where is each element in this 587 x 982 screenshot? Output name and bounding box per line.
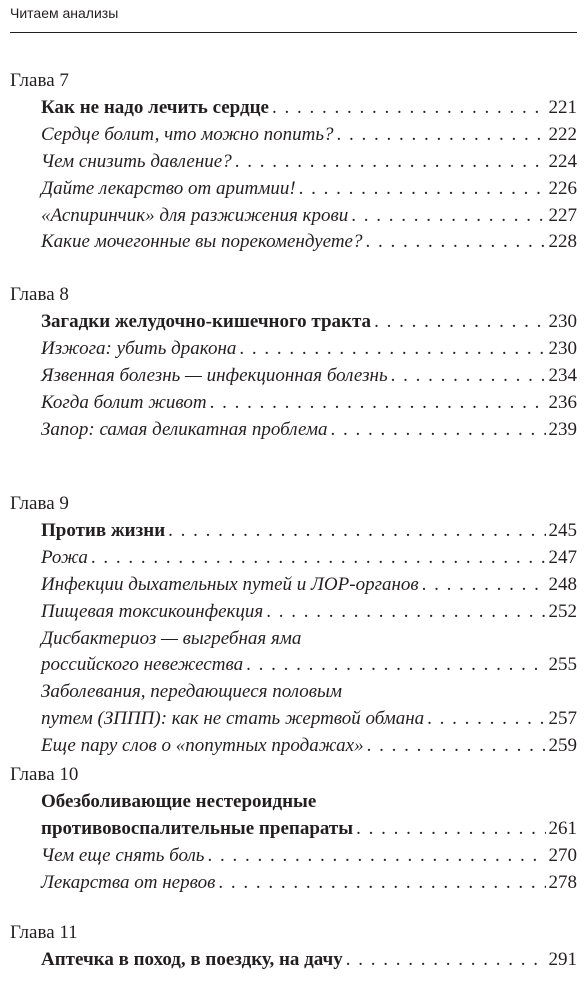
toc-entry-title: Язвенная болезнь — инфекционная болезнь <box>41 364 388 386</box>
dot-leader <box>168 518 545 544</box>
dot-leader <box>207 843 545 869</box>
toc-page-number: 230 <box>548 337 577 359</box>
dot-leader <box>239 336 545 362</box>
dot-leader <box>91 545 546 571</box>
dot-leader <box>422 572 546 598</box>
toc-page-number: 227 <box>548 204 577 226</box>
dot-leader <box>266 599 545 625</box>
toc-page-number: 239 <box>548 418 577 440</box>
toc-page-number: 248 <box>548 573 577 595</box>
dot-leader <box>336 122 545 148</box>
chapter-label: Глава 10 <box>10 764 79 785</box>
toc-entry-title: Аптечка в поход, в поездку, на дачу <box>41 948 343 970</box>
dot-leader <box>210 390 546 416</box>
dot-leader <box>356 816 545 842</box>
toc-entry[interactable] <box>41 95 577 121</box>
toc-entry[interactable] <box>41 390 577 416</box>
dot-leader <box>427 706 545 732</box>
toc-entry-title: Против жизни <box>41 519 166 541</box>
dot-leader <box>272 95 546 121</box>
toc-entry-title: российского невежества <box>41 654 244 676</box>
toc-entry-title: Чем снизить давление? <box>41 150 232 172</box>
toc-entry-title: Чем еще снять боль <box>41 844 205 866</box>
toc-entry-title: противовоспалительные препараты <box>41 817 354 839</box>
chapter-label: Глава 11 <box>10 922 78 943</box>
chapter-label: Глава 8 <box>10 284 69 305</box>
dot-leader <box>351 203 545 229</box>
dot-leader <box>218 870 545 896</box>
running-head: Читаем анализы <box>10 5 119 21</box>
toc-entry-first-line: Обезболивающие нестероидные <box>41 790 317 812</box>
toc-entry[interactable] <box>41 816 577 842</box>
toc-entry-title: Загадки желудочно-кишечного тракта <box>41 310 372 332</box>
toc-entry-title: Пищевая токсикоинфекция <box>41 600 264 622</box>
dot-leader <box>366 229 546 255</box>
toc-entry[interactable] <box>41 149 577 175</box>
dot-leader <box>331 417 546 443</box>
toc-page-number: 224 <box>548 150 577 172</box>
toc-entry[interactable] <box>41 518 577 544</box>
toc-page-number: 247 <box>548 546 577 568</box>
toc-entry-title: Дайте лекарство от аритмии! <box>41 177 296 199</box>
toc-entry[interactable] <box>41 417 577 443</box>
toc-entry[interactable] <box>41 652 577 678</box>
toc-entry[interactable] <box>41 309 577 335</box>
toc-page-number: 261 <box>548 817 577 839</box>
dot-leader <box>299 176 546 202</box>
toc-page-number: 291 <box>548 948 577 970</box>
toc-entry[interactable] <box>41 122 577 148</box>
chapter-label: Глава 9 <box>10 493 69 514</box>
toc-entry-title: Как не надо лечить сердце <box>41 96 269 118</box>
toc-page-number: 222 <box>548 123 577 145</box>
toc-entry-title: Сердце болит, что можно попить? <box>41 123 334 145</box>
toc-entry[interactable] <box>41 545 577 571</box>
toc-page-number: 245 <box>548 519 577 541</box>
toc-entry[interactable] <box>41 363 577 389</box>
toc-entry[interactable] <box>41 733 577 759</box>
toc-page-number: 230 <box>548 310 577 332</box>
toc-page-number: 221 <box>548 96 577 118</box>
toc-entry[interactable] <box>41 336 577 362</box>
toc-page-number: 259 <box>548 735 577 757</box>
toc-entry[interactable] <box>41 572 577 598</box>
toc-entry-title: Изжога: убить дракона <box>41 337 237 359</box>
toc-entry-first-line: Заболевания, передающиеся половым <box>41 681 343 703</box>
toc-entry-title: Еще пару слов о «попутных продажах» <box>41 735 364 757</box>
toc-page-number: 236 <box>548 391 577 413</box>
toc-entry-title: Запор: самая деликатная проблема <box>41 418 328 440</box>
toc-page-number: 228 <box>548 231 577 253</box>
toc-entry-title: Инфекции дыхательных путей и ЛОР-органов <box>41 573 419 595</box>
toc-page-number: 270 <box>548 844 577 866</box>
dot-leader <box>391 363 546 389</box>
toc-entry-title: Рожа <box>41 546 88 568</box>
dot-leader <box>235 149 546 175</box>
dot-leader <box>246 652 545 678</box>
toc-page-number: 255 <box>548 654 577 676</box>
toc-page-number: 252 <box>548 600 577 622</box>
toc-entry-title: путем (ЗППП): как не стать жертвой обмана <box>41 708 425 730</box>
toc-entry[interactable] <box>41 870 577 896</box>
toc-entry[interactable] <box>41 706 577 732</box>
toc-entry[interactable] <box>41 176 577 202</box>
toc-entry[interactable] <box>41 599 577 625</box>
toc-page-number: 226 <box>548 177 577 199</box>
chapter-label: Глава 7 <box>10 70 69 91</box>
toc-entry[interactable] <box>41 947 577 973</box>
toc-entry-title: Когда болит живот <box>41 391 207 413</box>
dot-leader <box>346 947 546 973</box>
toc-entry[interactable] <box>41 843 577 869</box>
dot-leader <box>367 733 546 759</box>
toc-entry[interactable] <box>41 229 577 255</box>
dot-leader <box>374 309 545 335</box>
toc-page-number: 278 <box>548 871 577 893</box>
toc-entry-title: «Аспиринчик» для разжижения крови <box>41 204 349 226</box>
toc-entry-first-line: Дисбактериоз — выгребная яма <box>41 627 302 649</box>
toc-entry[interactable] <box>41 203 577 229</box>
toc-page-number: 257 <box>548 708 577 730</box>
toc-entry-title: Какие мочегонные вы порекомендуете? <box>41 231 363 253</box>
toc-entry-title: Лекарства от нервов <box>41 871 216 893</box>
toc-page-number: 234 <box>548 364 577 386</box>
